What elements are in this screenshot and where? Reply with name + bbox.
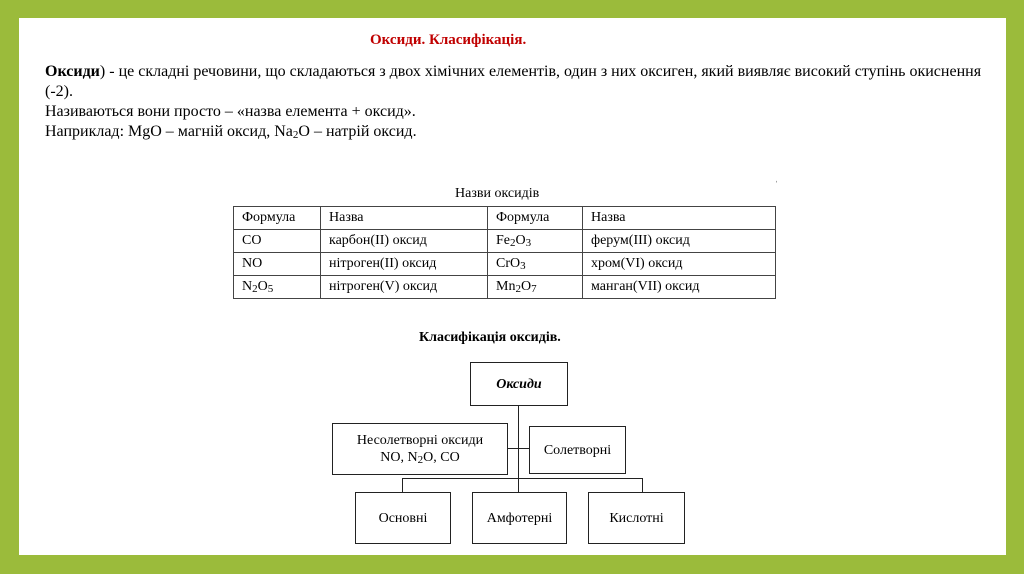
- nonsalt-label: Несолетворні оксиди: [356, 432, 484, 448]
- example-suffix: O – натрій оксид.: [298, 123, 417, 140]
- formula-cell: Mn2O7: [488, 276, 583, 299]
- formula-cell: NO: [234, 253, 321, 276]
- formula-cell: CrO3: [488, 253, 583, 276]
- example-prefix: Наприклад: MgO – магній оксид, Na: [45, 123, 293, 140]
- formula-cell: CO: [234, 230, 321, 253]
- acidic-label: Кислотні: [609, 510, 664, 526]
- amphoteric-label: Амфотерні: [486, 510, 553, 526]
- definition-text: ) - це складні речовини, що складаються з двох хімічних елементів, один з них оксиген, який виявляє високий ступінь окиснення (-2).: [45, 63, 982, 100]
- saltforming-label: Солетворні: [543, 442, 612, 458]
- table-caption: Назви оксидів: [455, 186, 540, 201]
- table-row: [234, 253, 776, 276]
- formula-cell: N2O5: [234, 276, 321, 299]
- definition-paragraph: [45, 62, 995, 143]
- acidic-oxides-box: [588, 492, 685, 544]
- basic-label: Основні: [378, 510, 428, 526]
- table-header-row: [234, 207, 776, 230]
- example-subscript: 2: [292, 129, 299, 141]
- name-cell: нітроген(ІІ) оксид: [321, 253, 488, 276]
- oxides-table: [233, 206, 776, 299]
- amphoteric-oxides-box: [472, 492, 567, 544]
- header-name-2: Назва: [583, 207, 776, 230]
- header-name-1: Назва: [321, 207, 488, 230]
- slide: [19, 18, 1006, 555]
- nonsalt-examples: NO, N2O, CO: [380, 449, 460, 466]
- root-oxides-box: [470, 362, 568, 406]
- connector-horizontal: [402, 478, 643, 479]
- stray-mark: ˌ: [775, 172, 779, 183]
- connector-salt: [518, 448, 529, 449]
- connector-root-down: [518, 404, 519, 468]
- name-cell: ферум(ІІІ) оксид: [583, 230, 776, 253]
- table-row: [234, 276, 776, 299]
- slide-title: Оксиди. Класифікація.: [370, 32, 527, 48]
- header-formula-2: Формула: [488, 207, 583, 230]
- name-cell: нітроген(V) оксид: [321, 276, 488, 299]
- naming-rule: Називаються вони просто – «назва елемента + оксид».: [45, 103, 416, 120]
- connector-amphoteric: [518, 468, 519, 492]
- salt-forming-box: [529, 426, 626, 474]
- table-row: [234, 230, 776, 253]
- connector-basic: [402, 478, 403, 492]
- name-cell: хром(VI) оксид: [583, 253, 776, 276]
- root-label: Оксиди: [496, 376, 542, 392]
- name-cell: манган(VII) оксид: [583, 276, 776, 299]
- nonsalt-forming-box: [332, 423, 508, 475]
- header-formula-1: Формула: [234, 207, 321, 230]
- basic-oxides-box: [355, 492, 451, 544]
- name-cell: карбон(ІІ) оксид: [321, 230, 488, 253]
- definition-term: Оксиди: [45, 63, 100, 80]
- connector-acidic: [642, 478, 643, 492]
- formula-cell: Fe2O3: [488, 230, 583, 253]
- classification-title: Класифікація оксидів.: [419, 330, 561, 345]
